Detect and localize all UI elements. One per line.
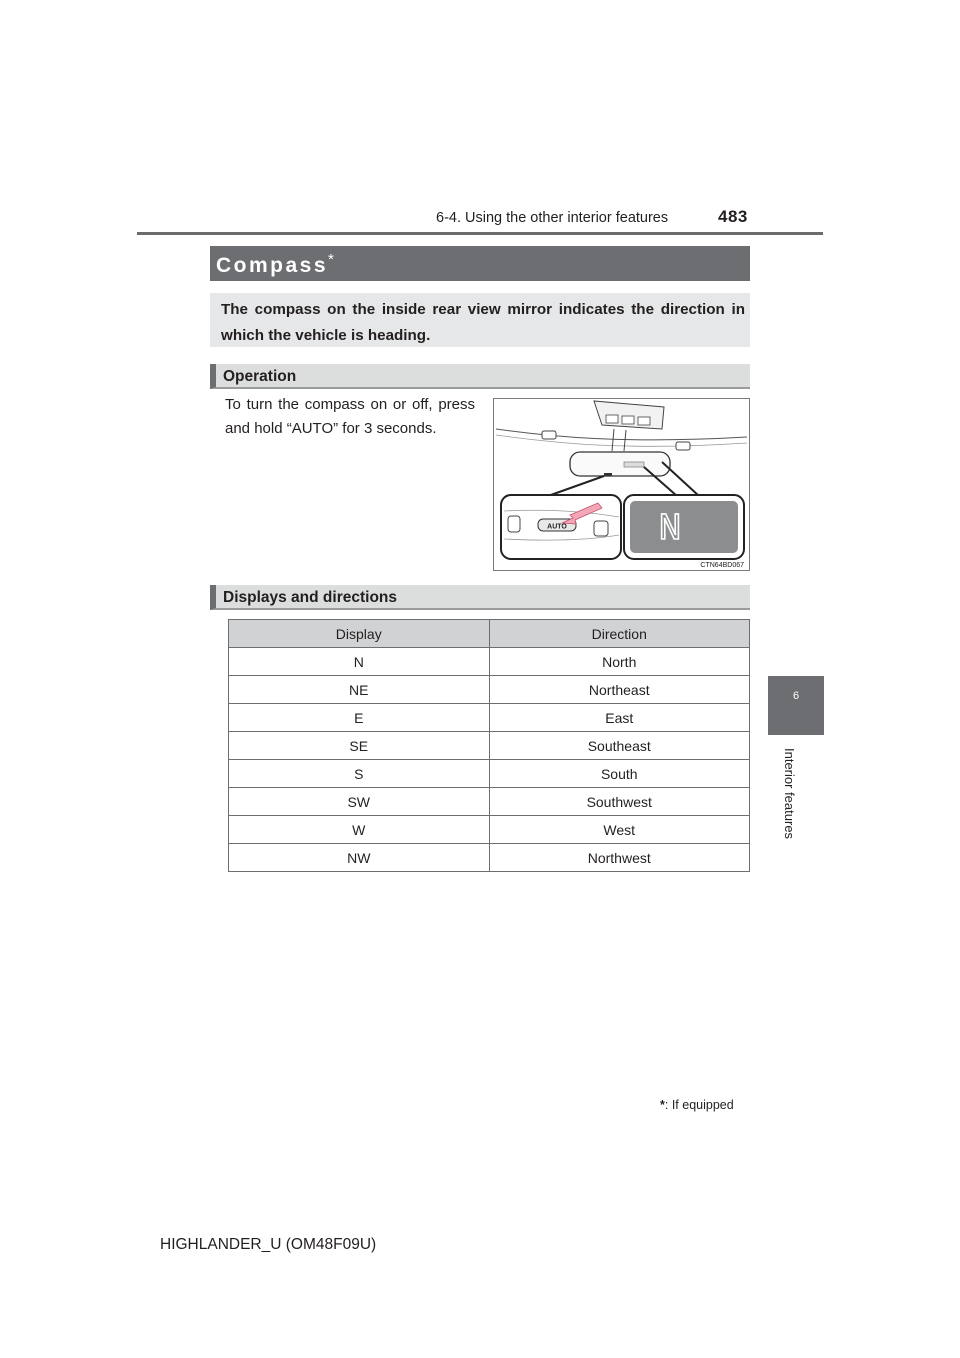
operation-body: To turn the compass on or off, press and hold “AUTO” for 3 seconds.	[225, 396, 475, 437]
direction-cell: Northeast	[489, 676, 750, 704]
table-row	[229, 760, 750, 788]
display-cell: W	[229, 816, 490, 844]
header-section-title: 6-4. Using the other interior features	[436, 210, 669, 226]
illustration-code: CTN64BD067	[700, 562, 744, 569]
chapter-label: Interior features	[782, 748, 797, 840]
page-title-text: Compass	[216, 254, 329, 277]
direction-cell: Southeast	[489, 732, 750, 760]
display-cell: NW	[229, 844, 490, 872]
document-footer: HIGHLANDER_U (OM48F09U)	[160, 1236, 377, 1253]
direction-cell: Northwest	[489, 844, 750, 872]
if-equipped-marker: *	[328, 251, 334, 268]
auto-button-label: AUTO	[547, 523, 567, 531]
operation-heading: Operation	[223, 368, 297, 385]
header-divider	[137, 232, 823, 235]
display-cell: SW	[229, 788, 490, 816]
table-row	[229, 788, 750, 816]
footnote-marker: *	[660, 1098, 665, 1112]
display-cell: E	[229, 704, 490, 732]
table-row	[229, 648, 750, 676]
chapter-tab	[768, 676, 824, 735]
displays-heading: Displays and directions	[223, 589, 397, 606]
footnote	[660, 1098, 734, 1112]
footnote-text: : If equipped	[664, 1098, 734, 1112]
direction-cell: West	[489, 816, 750, 844]
table-row	[229, 732, 750, 760]
chapter-number: 6	[792, 690, 800, 702]
table-row	[229, 844, 750, 872]
intro-text: The compass on the inside rear view mirror indicates the direction in which the vehicle is heading.	[221, 301, 745, 344]
table-row	[229, 816, 750, 844]
display-cell: SE	[229, 732, 490, 760]
direction-cell: Southwest	[489, 788, 750, 816]
compass-display-reading: N	[658, 508, 682, 551]
display-cell: N	[229, 648, 490, 676]
display-cell: NE	[229, 676, 490, 704]
display-cell: S	[229, 760, 490, 788]
column-header-display: Display	[229, 620, 490, 648]
mirror-illustration	[493, 398, 750, 571]
table-row	[229, 704, 750, 732]
mirror-illustration-drawing	[494, 399, 749, 570]
direction-cell: East	[489, 704, 750, 732]
direction-cell: North	[489, 648, 750, 676]
table-row	[229, 676, 750, 704]
page-number: 483	[718, 207, 748, 226]
directions-table	[228, 619, 750, 872]
page-title	[216, 251, 334, 278]
direction-cell: South	[489, 760, 750, 788]
table-header-row	[229, 620, 750, 648]
column-header-direction: Direction	[489, 620, 750, 648]
